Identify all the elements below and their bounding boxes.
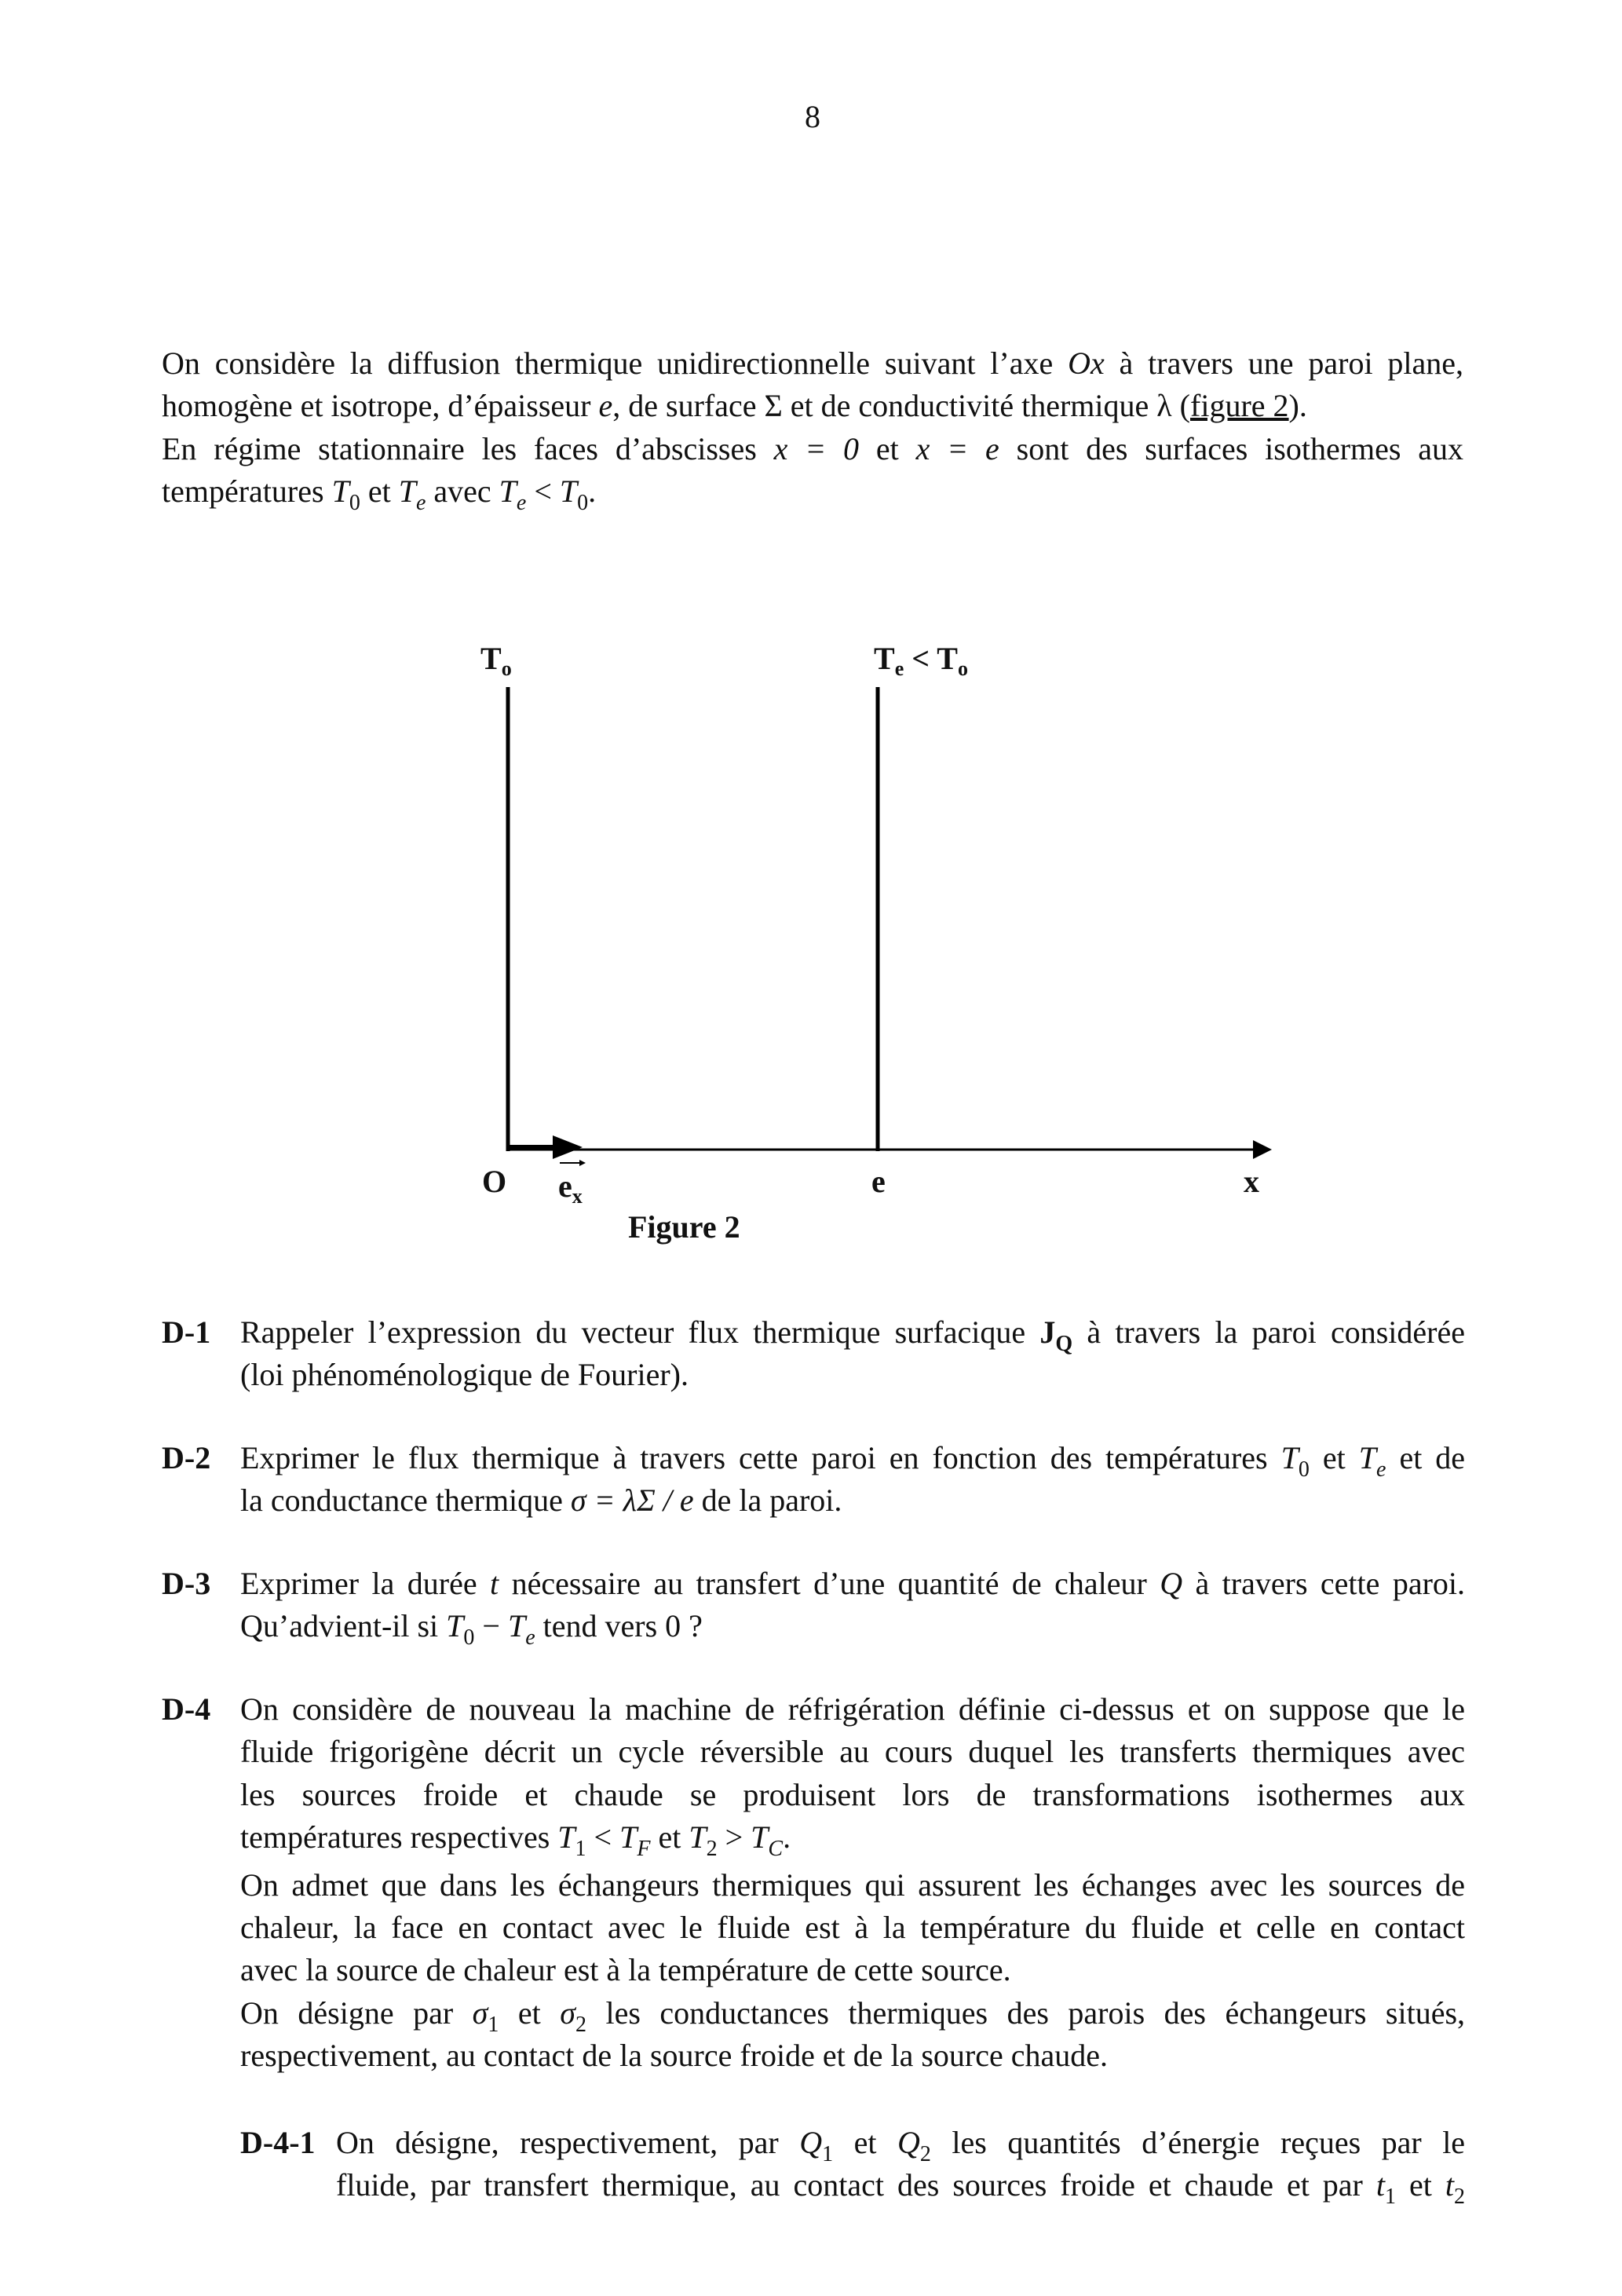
question-label: D-3 [162,1566,211,1601]
question-d4-1 [162,2122,1465,2216]
question-d2 [162,1437,1465,1531]
label-axis-x: x [1244,1164,1259,1199]
label-origin: O [482,1164,507,1199]
figure-caption: Figure 2 [628,1209,740,1245]
question-d1 [162,1311,1465,1406]
question-body: Rappeler l’expression du vecteur flux thermique surfacique $J_Q$ à travers la paroi considérée (loi phénoménologique de Fourier). [240,1314,1466,1393]
label-T0: $T_o$ [480,641,512,680]
page-number: 8 [805,99,820,134]
x-axis-arrowhead [1253,1140,1272,1159]
question-label: D-2 [162,1440,211,1475]
label-Te-lt-T0: $T_e < T_o$ [874,641,968,680]
label-thickness: e [871,1164,886,1199]
label-unit-vector: $e_x$ [558,1168,583,1208]
intro-line-3: En régime stationnaire les faces d’abscisses x = 0 et x = e sont des surfaces isothermes aux [162,430,1464,466]
question-label: D-4 [162,1691,211,1727]
unit-vector-arrowhead [553,1135,583,1159]
intro-line-4: températures $T_0$ et $T_e$ avec $T_e < T_0$. [162,473,597,516]
figure-reference-link[interactable]: figure 2 [1190,388,1289,424]
question-body: Exprimer la durée t nécessaire au transfert d’une quantité de chaleur Q à travers cette paroi. Qu’advient-il si $T_0 - T_e$ tend vers 0 ? [240,1566,1466,1651]
question-d4 [162,1688,1466,2074]
question-body: D-4-1 On désigne, respectivement, par $Q_1$ et $Q_2$ les quantités d’énergie reçues par le fluide, par transfert thermique, au contact des sources froide et chaude et par $t_1$ et $t_2$ [240,2125,1466,2210]
intro-line-1: On considère la diffusion thermique unidirectionnelle suivant l’axe Ox à travers une paroi plane, [162,345,1464,381]
question-label: D-4-1 [240,2125,316,2160]
question-body: Exprimer le flux thermique à travers cette paroi en fonction des températures $T_0$ et $T_e$ et de la conductance thermique σ = λΣ / e de la paroi. [240,1440,1466,1519]
intro-line-2: homogène et isotrope, d’épaisseur e, de surface Σ et de conductivité thermique λ (figure 2). [162,388,1307,424]
question-d3 [162,1563,1465,1657]
question-label: D-1 [162,1314,211,1350]
question-body: On considère de nouveau la machine de réfrigération définie ci-dessus et on suppose que le fluide frigorigène décrit un cycle réversible au cours duquel les transferts thermiques avec les sources froide et chaude se produisent lors de transformations isothermes aux températures respectives $T_1 < T_F$ et $T_2 > T_C$. On admet que dans les échangeurs thermiques qui assurent les échanges avec les sources de chaleur, la face en contact avec le fluide est à la température du fluide et celle en contact avec la source de chaleur est à la température de cette source. On désigne par $\sigma_1$ et $\sigma_2$ les conductances thermiques des parois des échangeurs situés, respectivement, au contact de la source froide et de la source chaude. [240,1691,1466,2074]
